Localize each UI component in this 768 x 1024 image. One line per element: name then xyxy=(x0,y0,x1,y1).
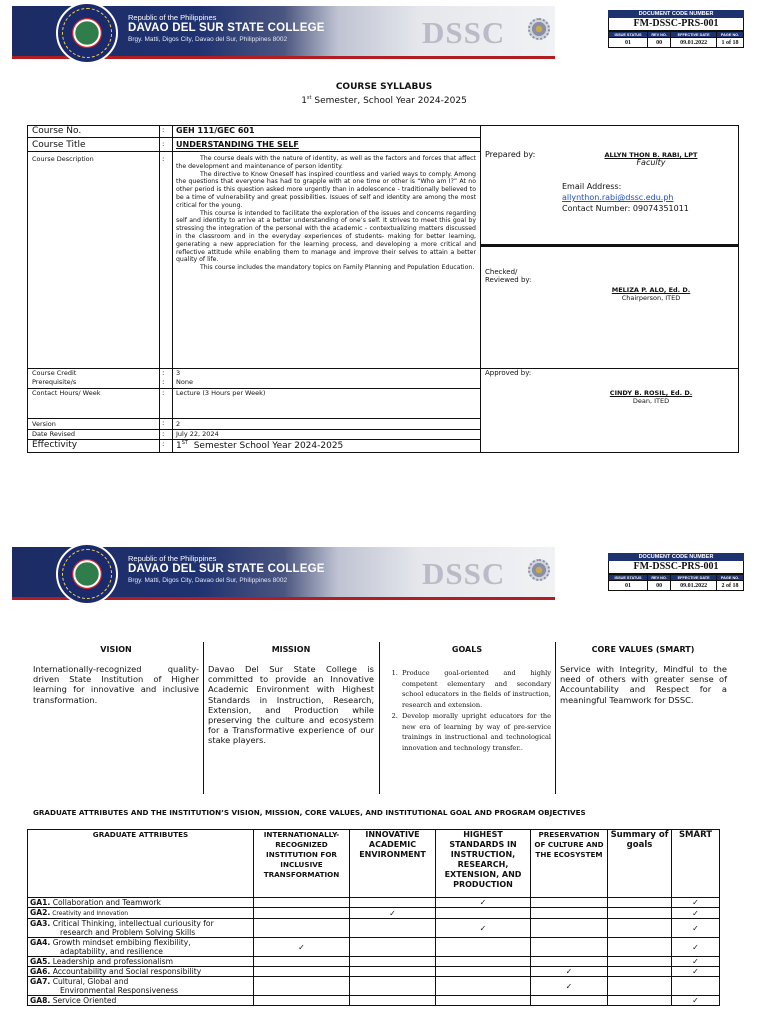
vision-text: Internationally-recognized quality-driven State Institution of Higher learning for innovative and inclusive transformation. xyxy=(33,664,199,705)
ga-check-cell xyxy=(350,957,436,967)
effective-date: 09.01.2022 xyxy=(671,38,717,48)
doc-code-label: EFFECTIVE DATE xyxy=(671,32,717,38)
contact-number: Contact Number: 09074351011 xyxy=(562,204,689,213)
check-mark-icon: ✓ xyxy=(565,967,573,976)
ga-text: Collaboration and Teamwork xyxy=(50,898,161,907)
ga-check-cell xyxy=(254,996,350,1006)
ga-check-cell xyxy=(531,919,608,938)
effective-date: 09.01.2022 xyxy=(671,581,717,591)
check-mark-icon: ✓ xyxy=(692,967,699,976)
ga-check-cell xyxy=(608,957,672,967)
ga-text: Service Oriented xyxy=(50,996,117,1005)
prepared-by-role: Faculty xyxy=(636,158,666,167)
ga-text-continued: research and Problem Solving Skills xyxy=(60,928,196,937)
course-no-label: Course No. xyxy=(32,126,82,136)
ga-text-continued: adaptability, and resilience xyxy=(60,947,163,956)
ga-check-cell xyxy=(672,967,720,977)
ga-check-cell xyxy=(436,908,531,919)
ga-check-cell xyxy=(436,898,531,908)
ga-attribute-cell xyxy=(28,996,254,1006)
ga-code: GA6. xyxy=(30,967,51,976)
doc-code-label: PAGE NO. xyxy=(717,575,744,581)
approved-by-role: Dean, ITED xyxy=(632,397,670,405)
issue-status: 01 xyxy=(609,38,648,48)
ga-text: Growth mindset embibing flexibility, xyxy=(50,938,191,947)
check-mark-icon: ✓ xyxy=(389,908,396,918)
rev-no: 00 xyxy=(648,38,671,48)
description-paragraph: The course deals with the nature of identity, as well as the factors and forces that affect the development and maintenance of person identity. xyxy=(176,155,476,170)
check-mark-icon: ✓ xyxy=(692,996,699,1005)
ga-check-cell xyxy=(672,908,720,919)
ga-code: GA1. xyxy=(30,898,51,907)
ga-check-cell xyxy=(608,908,672,919)
contact-block xyxy=(562,181,689,214)
ga-check-cell xyxy=(531,977,608,996)
ga-check-cell xyxy=(608,938,672,957)
prerequisite-label: Prerequisite/s xyxy=(32,378,77,386)
ga-check-cell xyxy=(254,898,350,908)
check-mark-icon: ✓ xyxy=(692,898,699,907)
ga-row xyxy=(28,967,720,977)
dssc-logo-text: DSSC xyxy=(422,15,506,50)
course-no-value: GEH 111/GEC 601 xyxy=(176,126,255,135)
ga-text-continued: Environmental Responsiveness xyxy=(60,986,179,995)
effectivity-label: Effectivity xyxy=(32,440,78,450)
ga-code: GA2. xyxy=(30,908,51,917)
ga-code: GA3. xyxy=(30,919,51,928)
ga-check-cell xyxy=(350,938,436,957)
ga-row xyxy=(28,919,720,938)
ga-check-cell xyxy=(608,967,672,977)
document-code-box xyxy=(608,553,744,591)
course-credit-label: Course Credit xyxy=(32,369,77,377)
course-info-table: Course No. : GEH 111/GEC 601 Course Title : UNDERSTANDING THE SELF Course Description : The course deals with the nature of identity, as well as the factors and forces that affect the development and maintenance of person identity. The directive to Know Oneself has inspired countless and varied ways to comply. Among the questions that everyone has had to grapple with at one time or other is “Who am I?” At no other period is this question asked more urgently than in adolescence - traditionally believed to be a time of vulnerability and great possibilities. Issues of self and identity are among the most critical for the young. This course is intended to facilitate the exploration of the issues and concerns regarding self and identity to arrive at a better understanding of one’s self. It strives to meet this goal by stressing the integration of the personal with the academic - contextualizing matters discussed in the classroom and in the everyday experiences of students- making for better learning, generating a new appreciation for the learning process, and developing a more critical and reflective attitude while enabling them to manage and improve their selves to attain a better quality of life. This course includes the mandatory topics on Family Planning and Population Education. Course Credit : 3 Prerequisite/s : None Contact Hours/ Week : Lecture (3 Hours per Week) Version : 2 Date Revised : July 22, 2024 Effectivity : 1ST Semester School Year 2024-2025 Prepared by: ALLYN THON B. RABI, LPT Faculty Email Address: allynthon.rabi@dssc.edu.ph Contact Number: 09074351011 Checked/ Reviewed by: MELIZA P. ALO, Ed. D. Chairperson, ITED Approved by: CINDY B. ROSIL, Ed. D. Dean, ITED xyxy=(27,125,739,453)
college-name: DAVAO DEL SUR STATE COLLEGE xyxy=(128,563,325,575)
ga-header: GRADUATE ATTRIBUTES xyxy=(28,830,254,898)
ga-check-cell xyxy=(350,919,436,938)
page-no: 1 of 18 xyxy=(717,38,744,48)
ga-code: GA8. xyxy=(30,996,51,1005)
doc-code-title: DOCUMENT CODE NUMBER xyxy=(608,10,744,18)
doc-code-label: ISSUE STATUS xyxy=(609,575,648,581)
ga-text: Creativity and Innovation xyxy=(50,910,129,917)
prepared-by-block xyxy=(571,151,731,167)
ga-attribute-cell xyxy=(28,957,254,967)
ga-check-cell xyxy=(531,967,608,977)
date-revised-value: July 22, 2024 xyxy=(176,430,219,438)
college-header-banner xyxy=(12,543,555,603)
ga-check-cell xyxy=(350,967,436,977)
course-title-value: UNDERSTANDING THE SELF xyxy=(176,140,299,149)
goals-list xyxy=(384,668,551,754)
ga-row xyxy=(28,908,720,919)
college-address: Brgy. Matti, Digos City, Davao del Sur, Philippines 8002 xyxy=(128,577,288,584)
ga-check-cell xyxy=(254,919,350,938)
approved-by-label: Approved by: xyxy=(485,369,532,377)
course-title-label: Course Title xyxy=(32,140,86,150)
course-description-label: Course Description xyxy=(32,155,94,163)
ga-header: INTERNATIONALLY-RECOGNIZED INSTITUTION FOR INCLUSIVE TRANSFORMATION xyxy=(254,830,350,898)
ga-check-cell xyxy=(436,996,531,1006)
ga-check-cell xyxy=(254,977,350,996)
ga-check-cell xyxy=(672,957,720,967)
column-divider xyxy=(203,642,204,794)
ga-check-cell xyxy=(436,977,531,996)
doc-code-title: DOCUMENT CODE NUMBER xyxy=(608,553,744,561)
check-mark-icon: ✓ xyxy=(479,898,487,907)
checked-by-block xyxy=(571,286,731,302)
version-label: Version xyxy=(32,420,56,428)
ga-check-cell xyxy=(436,967,531,977)
ga-check-cell xyxy=(608,977,672,996)
ga-check-cell xyxy=(672,898,720,908)
ga-attribute-cell xyxy=(28,898,254,908)
ga-check-cell xyxy=(531,898,608,908)
doc-code-label: EFFECTIVE DATE xyxy=(671,575,717,581)
ga-attribute-cell xyxy=(28,908,254,919)
checked-by-name: MELIZA P. ALO, Ed. D. xyxy=(611,286,691,294)
check-mark-icon: ✓ xyxy=(692,908,699,918)
check-mark-icon: ✓ xyxy=(692,957,699,966)
effectivity-value: 1ST Semester School Year 2024-2025 xyxy=(176,440,344,451)
syllabus-semester: 1st Semester, School Year 2024-2025 xyxy=(301,95,467,106)
doc-code-label: PAGE NO. xyxy=(717,32,744,38)
ga-text: Leadership and professionalism xyxy=(50,957,174,966)
ga-attribute-cell xyxy=(28,919,254,938)
description-paragraph: The directive to Know Oneself has inspired countless and varied ways to comply. Among the questions that everyone has had to grapple with at one time or other is “Who am I?” At no other period is this question asked more urgently than in adolescence - traditionally believed to be a time of vulnerability and great possibilities. Issues of self and identity are among the most critical for the young. xyxy=(176,170,476,209)
ga-check-cell xyxy=(254,967,350,977)
ga-check-cell xyxy=(436,938,531,957)
dssc-emblem-icon xyxy=(528,559,550,581)
doc-code-label: REV NO. xyxy=(648,575,671,581)
ga-code: GA5. xyxy=(30,957,51,966)
document-code-box xyxy=(608,10,744,48)
republic-label: Republic of the Philippines xyxy=(128,554,217,563)
checked-by-label xyxy=(485,268,531,284)
rev-no: 00 xyxy=(648,581,671,591)
vision-heading: VISION xyxy=(100,645,132,654)
college-header-banner xyxy=(12,2,555,62)
email-link[interactable]: allynthon.rabi@dssc.edu.ph xyxy=(562,193,674,202)
ga-row xyxy=(28,996,720,1006)
prepared-by-name: ALLYN THON B. RABI, LPT xyxy=(604,151,698,159)
page-no: 2 of 18 xyxy=(717,581,744,591)
ga-row xyxy=(28,938,720,957)
date-revised-label: Date Revised xyxy=(32,430,75,438)
ga-check-cell xyxy=(672,977,720,996)
ga-check-cell xyxy=(672,938,720,957)
college-name: DAVAO DEL SUR STATE COLLEGE xyxy=(128,22,325,34)
reviewed-label-line: Reviewed by: xyxy=(485,276,532,284)
core-values-heading: CORE VALUES (SMART) xyxy=(591,645,695,654)
ga-check-cell xyxy=(350,898,436,908)
ga-header: PRESERVATION OF CULTURE AND THE ECOSYSTEM xyxy=(531,830,608,898)
check-mark-icon: ✓ xyxy=(479,923,487,933)
approved-by-name: CINDY B. ROSIL, Ed. D. xyxy=(609,389,693,397)
graduate-attributes-section-title: GRADUATE ATTRIBUTES AND THE INSTITUTION’S VISION, MISSION, CORE VALUES, AND INSTITUTIONAL GOAL AND PROGRAM OBJECTIVES xyxy=(33,808,586,817)
contact-hours-value: Lecture (3 Hours per Week) xyxy=(176,389,266,397)
doc-code-label: ISSUE STATUS xyxy=(609,32,648,38)
description-paragraph: This course is intended to facilitate the exploration of the issues and concerns regarding self and identity to arrive at a better understanding of one’s self. It strives to meet this goal by stressing the integration of the personal with the academic - contextualizing matters discussed in the classroom and in the everyday experiences of students- making for better learning, generating a new appreciation for the learning process, and developing a more critical and reflective attitude while enabling them to manage and improve their selves to attain a better quality of life. xyxy=(176,209,476,264)
ga-code: GA7. xyxy=(30,977,51,986)
ga-header: Summary of goals xyxy=(608,830,672,898)
syllabus-title: COURSE SYLLABUS xyxy=(335,82,433,92)
doc-code-label: REV NO. xyxy=(648,32,671,38)
ga-check-cell xyxy=(254,957,350,967)
check-mark-icon: ✓ xyxy=(692,942,699,952)
ga-check-cell xyxy=(531,938,608,957)
ga-attribute-cell xyxy=(28,967,254,977)
ga-text: Critical Thinking, intellectual curiousity for xyxy=(50,919,214,928)
ga-header: SMART xyxy=(672,830,720,898)
ga-attribute-cell xyxy=(28,977,254,996)
checked-by-role: Chairperson, ITED xyxy=(621,294,681,302)
college-address: Brgy. Matti, Digos City, Davao del Sur, Philippines 8002 xyxy=(128,36,288,43)
college-seal-icon xyxy=(56,543,118,605)
republic-label: Republic of the Philippines xyxy=(128,13,217,22)
check-mark-icon: ✓ xyxy=(565,981,573,991)
issue-status: 01 xyxy=(609,581,648,591)
ga-header: INNOVATIVE ACADEMIC ENVIRONMENT xyxy=(350,830,436,898)
ga-text: Accountability and Social responsibility xyxy=(50,967,202,976)
ga-check-cell xyxy=(254,908,350,919)
ga-check-cell xyxy=(531,908,608,919)
ga-row xyxy=(28,977,720,996)
ga-check-cell xyxy=(254,938,350,957)
ga-check-cell xyxy=(350,908,436,919)
mission-heading: MISSION xyxy=(271,645,311,654)
goal-item: 1. Produce goal-oriented and highly competent elementary and secondary school educators in the fields of instruction, research and extension. xyxy=(400,668,551,711)
ga-check-cell xyxy=(672,919,720,938)
prepared-by-label: Prepared by: xyxy=(485,150,536,159)
ga-check-cell xyxy=(608,919,672,938)
doc-code-number: FM-DSSC-PRS-001 xyxy=(608,18,744,31)
ga-check-cell xyxy=(672,996,720,1006)
ga-text: Cultural, Global and xyxy=(50,977,129,986)
ga-check-cell xyxy=(608,996,672,1006)
goals-heading: GOALS xyxy=(451,645,483,654)
mission-text: Davao Del Sur State College is committed to provide an Innovative Academic Environment with Highest Standards in Instruction, Research, Extension, and Production while preserving the culture and ecosystem for a Transformative experience of our stake players. xyxy=(208,664,374,746)
goal-item: 2. Develop morally upright educators for the new era of learning by way of pre-service trainings in instructional and technological innovation and technology transfer.. xyxy=(400,711,551,754)
ga-check-cell xyxy=(436,919,531,938)
checked-label-line: Checked/ xyxy=(485,268,518,276)
ga-check-cell xyxy=(350,977,436,996)
ga-header: HIGHEST STANDARDS IN INSTRUCTION, RESEARCH, EXTENSION, AND PRODUCTION xyxy=(436,830,531,898)
description-paragraph: This course includes the mandatory topics on Family Planning and Population Education. xyxy=(200,264,475,272)
ga-attribute-cell xyxy=(28,938,254,957)
column-divider xyxy=(379,642,380,794)
ga-check-cell xyxy=(350,996,436,1006)
core-values-text: Service with Integrity, Mindful to the need of others with greater sense of Accountability and Respect for a meaningful Teamwork for DSSC. xyxy=(560,664,727,705)
contact-hours-label: Contact Hours/ Week xyxy=(32,389,101,397)
course-description xyxy=(176,155,476,272)
approved-by-block xyxy=(571,389,731,405)
prerequisite-value: None xyxy=(176,378,193,386)
ga-row xyxy=(28,898,720,908)
check-mark-icon: ✓ xyxy=(298,942,305,952)
course-credit-value: 3 xyxy=(176,369,181,377)
ga-check-cell xyxy=(531,957,608,967)
ga-code: GA4. xyxy=(30,938,51,947)
college-seal-icon xyxy=(56,2,118,64)
ga-check-cell xyxy=(608,898,672,908)
ga-check-cell xyxy=(436,957,531,967)
column-divider xyxy=(555,642,556,794)
graduate-attributes-table xyxy=(27,829,720,1006)
email-label: Email Address: xyxy=(562,182,622,191)
dssc-logo-text: DSSC xyxy=(422,556,506,591)
ga-check-cell xyxy=(531,996,608,1006)
doc-code-number: FM-DSSC-PRS-001 xyxy=(608,561,744,574)
check-mark-icon: ✓ xyxy=(692,923,699,933)
ga-row xyxy=(28,957,720,967)
version-value: 2 xyxy=(176,420,181,428)
dssc-emblem-icon xyxy=(528,18,550,40)
